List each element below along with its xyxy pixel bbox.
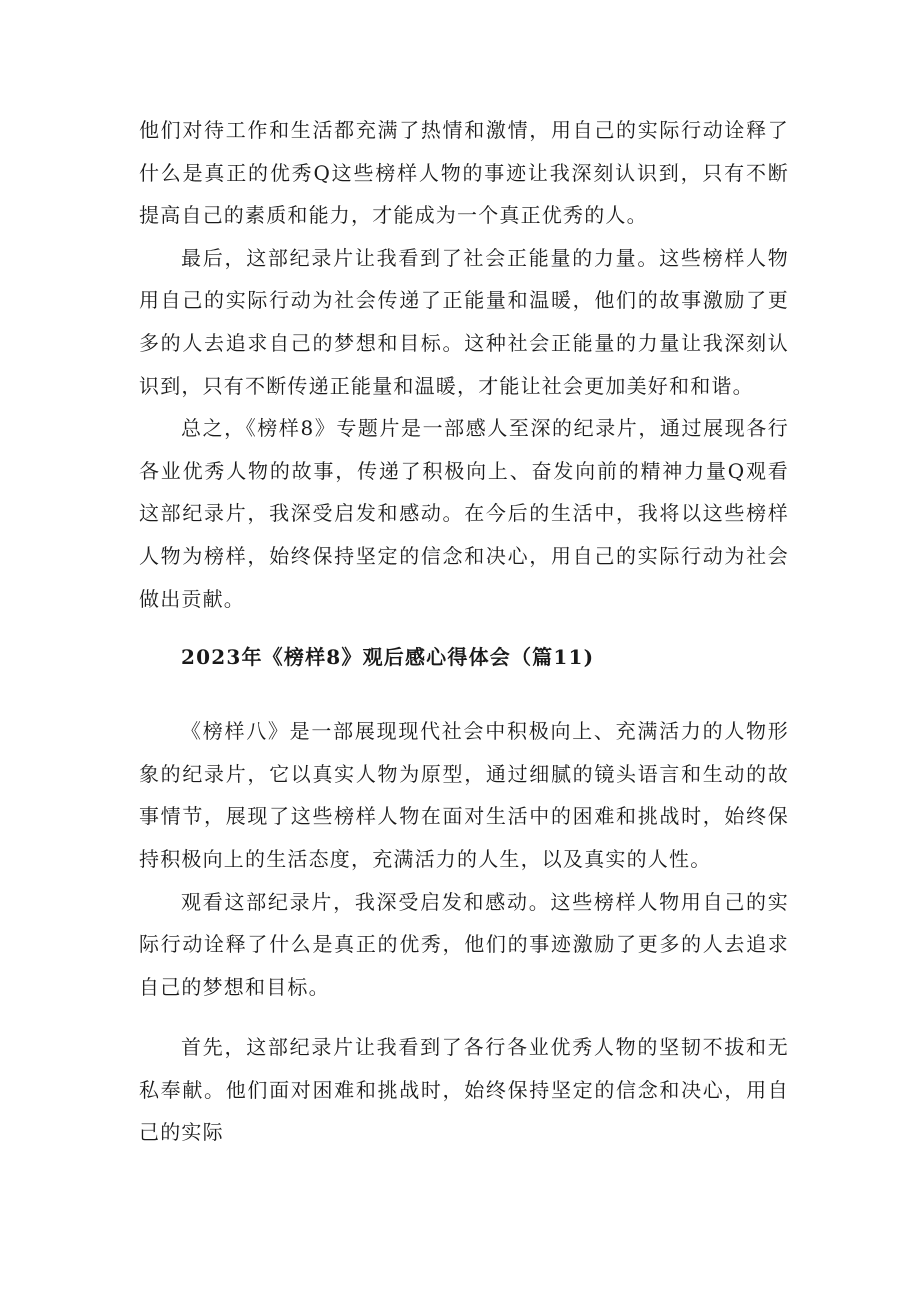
paragraph-3: 总之，《榜样8》专题片是一部感人至深的纪录片，通过展现各行各业优秀人物的故事，传递了积极向上、奋发向前的精神力量Q观看这部纪录片，我深受启发和感动。在今后的生活中，我将以这些榜样人物为榜样，始终保持坚定的信念和决心，用自己的实际行动为社会做出贡献。	[139, 416, 789, 611]
section-paragraph-1: 《榜样八》是一部展现现代社会中积极向上、充满活力的人物形象的纪录片，它以真实人物为原型，通过细腻的镜头语言和生动的故事情节，展现了这些榜样人物在面对生活中的困难和挑战时，始终保持积极向上的生活态度，充满活力的人生，以及真实的人性。	[139, 719, 789, 871]
spacer	[139, 620, 789, 630]
paragraph-1: 他们对待工作和生活都充满了热情和激情，用自己的实际行动诠释了什么是真正的优秀Q这些榜样人物的事迹让我深刻认识到，只有不断提高自己的素质和能力，才能成为一个真正优秀的人。	[139, 118, 789, 228]
section-paragraph-2: 观看这部纪录片，我深受启发和感动。这些榜样人物用自己的实际行动诠释了什么是真正的优秀，他们的事迹激励了更多的人去追求自己的梦想和目标。	[139, 889, 789, 999]
document-body	[139, 109, 789, 1154]
spacer	[139, 1008, 789, 1026]
section-paragraph-3: 首先，这部纪录片让我看到了各行各业优秀人物的坚韧不拔和无私奉献。他们面对困难和挑战时，始终保持坚定的信念和决心，用自己的实际	[139, 1035, 789, 1145]
section-heading: 2023年《榜样8》观后感心得体会（篇11)	[181, 645, 595, 670]
paragraph-2: 最后，这部纪录片让我看到了社会正能量的力量。这些榜样人物用自己的实际行动为社会传递了正能量和温暖，他们的故事激励了更多的人去追求自己的梦想和目标。这种社会正能量的力量让我深刻认识到，只有不断传递正能量和温暖，才能让社会更加美好和和谐。	[139, 245, 789, 398]
